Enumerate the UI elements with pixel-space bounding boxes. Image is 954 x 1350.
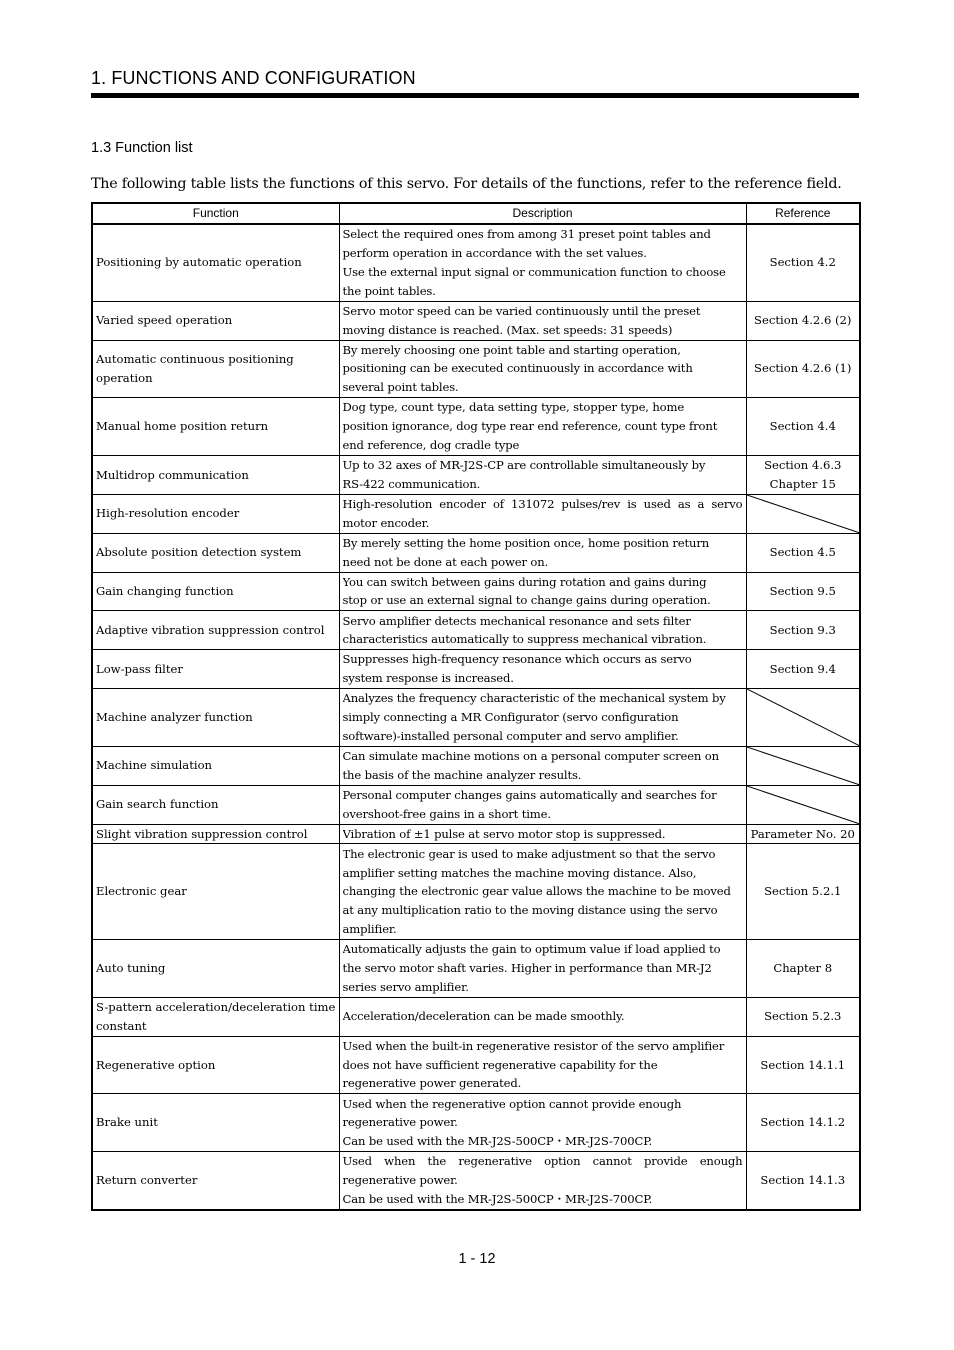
description-line: the servo motor shaft varies. Higher in performance than MR-J2 (342, 961, 712, 975)
diagonal-strike (747, 747, 860, 785)
description-line: at any multiplication ratio to the moving distance using the servo (342, 903, 718, 918)
not-applicable-cell (746, 494, 860, 533)
description-line: The electronic gear is used to make adjustment so that the servo (342, 846, 716, 861)
header-reference: Reference (746, 203, 860, 224)
description-line: software)-installed personal computer and servo amplifier. (342, 728, 679, 743)
description-cell (339, 746, 746, 785)
description-line: You can switch between gains during rotation and gains during (342, 574, 707, 589)
function-name-cell: Brake unit (92, 1094, 339, 1152)
description-line: Automatically adjusts the gain to optimum value if load applied to (342, 942, 721, 957)
table-row (92, 785, 860, 824)
reference-cell (746, 844, 860, 940)
table-row (92, 340, 860, 398)
description-line: High-resolution encoder of 131072 pulses/rev is used as a servo (342, 496, 743, 511)
description-cell (339, 689, 746, 747)
table-row (92, 1094, 860, 1152)
description-cell (339, 340, 746, 398)
not-applicable-cell (746, 785, 860, 824)
reference-cell (746, 940, 860, 998)
table-row (92, 940, 860, 998)
table-row (92, 398, 860, 456)
description-line: simply connecting a MR Configurator (servo configuration (342, 710, 679, 725)
description-line: RS-422 communication. (342, 476, 481, 491)
table-row (92, 611, 860, 650)
reference-line: Section 9.5 (769, 584, 836, 599)
chapter-title: 1. FUNCTIONS AND CONFIGURATION (91, 68, 416, 88)
description-line: Select the required ones from among 31 preset point tables and (342, 227, 711, 242)
reference-line: Section 5.2.3 (764, 1009, 842, 1024)
reference-cell (746, 533, 860, 572)
description-line: regenerative power. (342, 1173, 458, 1188)
reference-line: Chapter 8 (773, 961, 833, 975)
reference-cell (746, 301, 860, 340)
table-row (92, 650, 860, 689)
table-row (92, 494, 860, 533)
description-line: Vibration of ±1 pulse at servo motor stop is suppressed. (342, 826, 666, 841)
description-line: Analyzes the frequency characteristic of the mechanical system by (342, 691, 726, 706)
diagonal-strike (747, 689, 860, 746)
table-row (92, 572, 860, 611)
description-line: Suppresses high-frequency resonance which occurs as servo (342, 652, 692, 667)
table-row (92, 1152, 860, 1210)
description-line: regenerative power. (342, 1115, 458, 1130)
reference-line: Section 5.2.1 (764, 884, 842, 899)
not-applicable-cell (746, 689, 860, 747)
description-line: Can be used with the MR-J2S-500CP・MR-J2S-700CP. (342, 1191, 653, 1206)
reference-line: Section 4.2 (769, 255, 836, 270)
description-cell (339, 456, 746, 495)
table-row (92, 533, 860, 572)
description-line: position ignorance, dog type rear end reference, count type front (342, 419, 718, 434)
description-line: Up to 32 axes of MR-J2S-CP are controllable simultaneously by (342, 458, 706, 473)
reference-cell (746, 1036, 860, 1094)
reference-line: Section 9.4 (769, 661, 836, 676)
header-function: Function (92, 203, 339, 224)
reference-line: Section 14.1.2 (760, 1115, 846, 1130)
function-name-cell: Absolute position detection system (92, 533, 339, 572)
description-line: overshoot-free gains in a short time. (342, 806, 551, 821)
description-line: Used when the regenerative option cannot provide enough (342, 1096, 682, 1111)
description-line: Servo amplifier detects mechanical resonance and sets filter (342, 613, 691, 628)
description-line: Used when the built-in regenerative resistor of the servo amplifier (342, 1038, 725, 1053)
function-name-cell: High-resolution encoder (92, 494, 339, 533)
reference-cell (746, 997, 860, 1036)
reference-line: Section 4.2.6 (1) (754, 361, 852, 376)
function-name-cell: Multidrop communication (92, 456, 339, 495)
description-line: Dog type, count type, data setting type, stopper type, home (342, 400, 685, 415)
reference-cell (746, 611, 860, 650)
table-row (92, 1036, 860, 1094)
function-table (91, 202, 861, 1211)
description-line: Used when the regenerative option cannot provide enough (342, 1154, 743, 1169)
function-name-cell: Gain changing function (92, 572, 339, 611)
description-cell (339, 533, 746, 572)
intro-paragraph: The following table lists the functions of this servo. For details of the functions, refer to the reference field. (91, 176, 842, 192)
description-line: the point tables. (342, 283, 436, 298)
reference-line: Section 4.4 (769, 419, 836, 434)
description-line: several point tables. (342, 380, 459, 395)
table-row (92, 844, 860, 940)
description-line: Personal computer changes gains automatically and searches for (342, 787, 717, 802)
reference-line: Section 9.3 (769, 622, 836, 637)
description-line: regenerative power generated. (342, 1076, 522, 1091)
function-name-cell: Regenerative option (92, 1036, 339, 1094)
description-cell (339, 997, 746, 1036)
function-name-cell: Auto tuning (92, 940, 339, 998)
description-line: Servo motor speed can be varied continuously until the preset (342, 303, 701, 318)
description-line: By merely setting the home position once, home position return (342, 535, 710, 550)
description-cell (339, 1036, 746, 1094)
reference-line: Section 4.6.3 (764, 458, 842, 473)
description-cell (339, 494, 746, 533)
description-line: end reference, dog cradle type (342, 438, 520, 453)
description-line: Can be used with the MR-J2S-500CP・MR-J2S-700CP. (342, 1134, 653, 1149)
table-row (92, 456, 860, 495)
reference-cell (746, 340, 860, 398)
reference-line: Section 14.1.3 (760, 1173, 846, 1188)
function-name-cell: Manual home position return (92, 398, 339, 456)
function-name-cell: Automatic continuous positioning operation (92, 340, 339, 398)
description-cell (339, 1152, 746, 1210)
description-line: characteristics automatically to suppress mechanical vibration. (342, 632, 707, 647)
description-cell (339, 650, 746, 689)
function-name-cell: Slight vibration suppression control (92, 824, 339, 844)
table-row (92, 824, 860, 844)
description-cell (339, 844, 746, 940)
function-name-cell: Adaptive vibration suppression control (92, 611, 339, 650)
function-name-cell: Machine analyzer function (92, 689, 339, 747)
description-line: the basis of the machine analyzer results. (342, 767, 582, 782)
description-line: changing the electronic gear value allows the machine to be moved (342, 884, 731, 899)
chapter-rule (91, 93, 859, 98)
description-cell (339, 1094, 746, 1152)
table-row (92, 997, 860, 1036)
description-cell (339, 824, 746, 844)
description-cell (339, 301, 746, 340)
description-line: Acceleration/deceleration can be made smoothly. (342, 1009, 625, 1024)
function-name-cell: S-pattern acceleration/deceleration time constant (92, 997, 339, 1036)
table-row (92, 301, 860, 340)
table-body (92, 224, 860, 1210)
description-cell (339, 785, 746, 824)
description-line: By merely choosing one point table and starting operation, (342, 342, 681, 357)
reference-cell (746, 824, 860, 844)
not-applicable-cell (746, 746, 860, 785)
reference-cell (746, 224, 860, 301)
reference-line: Parameter No. 20 (750, 826, 855, 841)
description-line: amplifier. (342, 921, 397, 936)
reference-cell (746, 398, 860, 456)
section-heading: 1.3 Function list (91, 140, 193, 156)
reference-cell (746, 1094, 860, 1152)
description-line: Use the external input signal or communication function to choose (342, 264, 726, 279)
description-line: system response is increased. (342, 671, 514, 686)
page-number: 1 - 12 (458, 1251, 496, 1267)
reference-line: Chapter 15 (769, 476, 836, 491)
table-row (92, 746, 860, 785)
description-cell (339, 398, 746, 456)
description-cell (339, 572, 746, 611)
reference-line: Section 14.1.1 (760, 1057, 846, 1072)
header-description: Description (339, 203, 746, 224)
function-name-cell: Positioning by automatic operation (92, 224, 339, 301)
description-line: motor encoder. (342, 515, 430, 530)
reference-cell (746, 572, 860, 611)
description-line: perform operation in accordance with the set values. (342, 246, 647, 261)
reference-cell (746, 650, 860, 689)
function-name-cell: Low-pass filter (92, 650, 339, 689)
description-line: series servo amplifier. (342, 979, 469, 994)
description-line: stop or use an external signal to change gains during operation. (342, 593, 711, 608)
description-line: need not be done at each power on. (342, 554, 549, 569)
table-header-row (92, 203, 860, 224)
description-line: moving distance is reached. (Max. set speeds: 31 speeds) (342, 322, 673, 337)
reference-line: Section 4.2.6 (2) (754, 313, 852, 328)
description-line: positioning can be executed continuously in accordance with (342, 361, 693, 376)
reference-cell (746, 456, 860, 495)
description-cell (339, 611, 746, 650)
description-line: does not have sufficient regenerative capability for the (342, 1057, 658, 1072)
diagonal-strike (747, 786, 860, 824)
function-name-cell: Machine simulation (92, 746, 339, 785)
description-line: amplifier setting matches the machine moving distance. Also, (342, 865, 697, 880)
table-row (92, 224, 860, 301)
function-name-cell: Return converter (92, 1152, 339, 1210)
function-name-cell: Electronic gear (92, 844, 339, 940)
reference-cell (746, 1152, 860, 1210)
description-line: Can simulate machine motions on a personal computer screen on (342, 748, 719, 763)
reference-line: Section 4.5 (769, 545, 836, 560)
diagonal-strike (747, 495, 860, 533)
description-cell (339, 224, 746, 301)
description-cell (339, 940, 746, 998)
function-name-cell: Varied speed operation (92, 301, 339, 340)
table-row (92, 689, 860, 747)
function-name-cell: Gain search function (92, 785, 339, 824)
